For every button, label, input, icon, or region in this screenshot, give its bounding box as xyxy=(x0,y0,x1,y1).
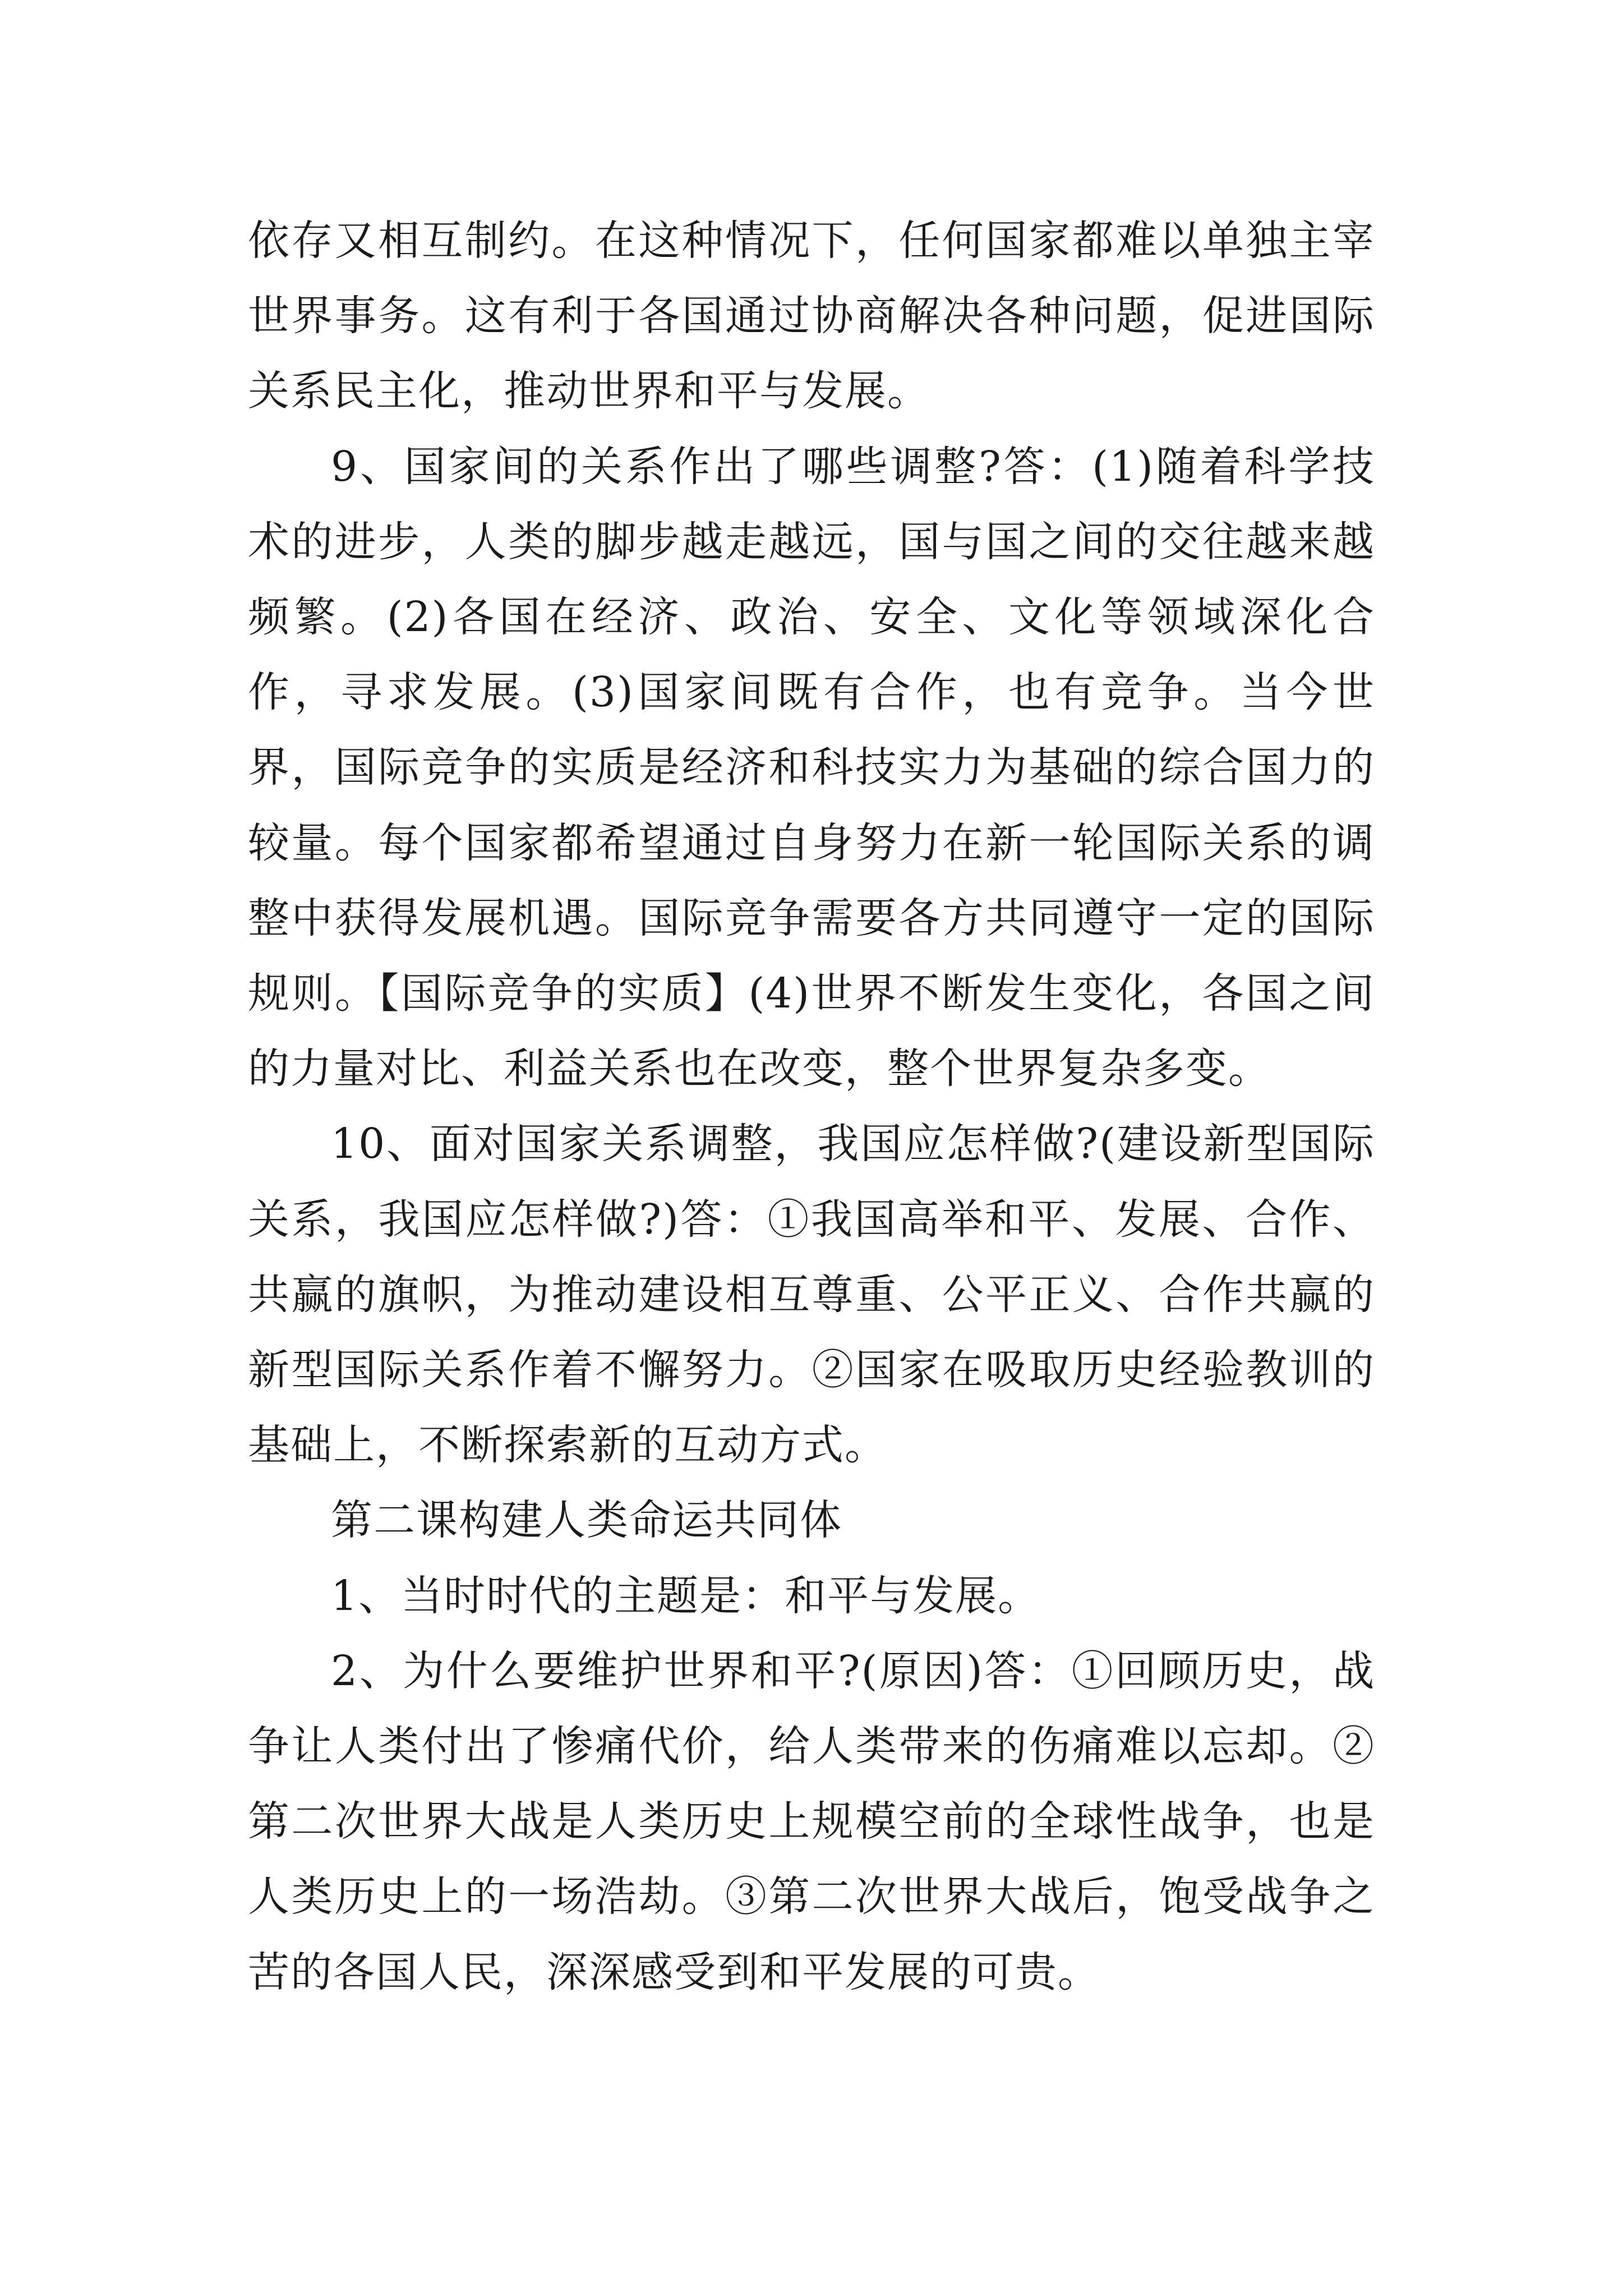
paragraph-lesson2-question-1: 1、当时时代的主题是：和平与发展。 xyxy=(331,1571,1041,1620)
paragraph-question-10: 10、面对国家关系调整，我国应怎样做?(建设新型国际关系，我国应怎样做?)答：①我国高举和平、发展、合作、共赢的旗帜，为推动建设相互尊重、公平正义、合作共赢的新型国际关系作着不懈努力。②国家在吸取历史经验教训的基础上，不断探索新的互动方式。 xyxy=(248,1120,1375,1470)
paragraph-continuation: 依存又相互制约。在这种情况下，任何国家都难以单独主宰世界事务。这有利于各国通过协商解决各种问题，促进国际关系民主化，推动世界和平与发展。 xyxy=(248,217,1375,416)
paragraph-lesson2-question-2: 2、为什么要维护世界和平?(原因)答：①回顾历史，战争让人类付出了惨痛代价，给人类带来的伤痛难以忘却。②第二次世界大战是人类历史上规模空前的全球性战争，也是人类历史上的一场浩劫。③第二次世界大战后，饱受战争之苦的各国人民，深深感受到和平发展的可贵。 xyxy=(248,1646,1375,1996)
lesson-2-heading: 第二课构建人类命运共同体 xyxy=(331,1496,842,1545)
paragraph-question-9: 9、国家间的关系作出了哪些调整?答：(1)随着科学技术的进步，人类的脚步越走越远，国与国之间的交往越来越频繁。(2)各国在经济、政治、安全、文化等领域深化合作，寻求发展。(3)国家间既有合作，也有竞争。当今世界，国际竞争的实质是经济和科技实力为基础的综合国力的较量。每个国家都希望通过自身努力在新一轮国际关系的调整中获得发展机遇。国际竞争需要各方共同遵守一定的国际规则。【国际竞争的实质】(4)世界不断发生变化，各国之间的力量对比、利益关系也在改变，整个世界复杂多变。 xyxy=(248,442,1375,1093)
body-text xyxy=(248,203,1375,2010)
